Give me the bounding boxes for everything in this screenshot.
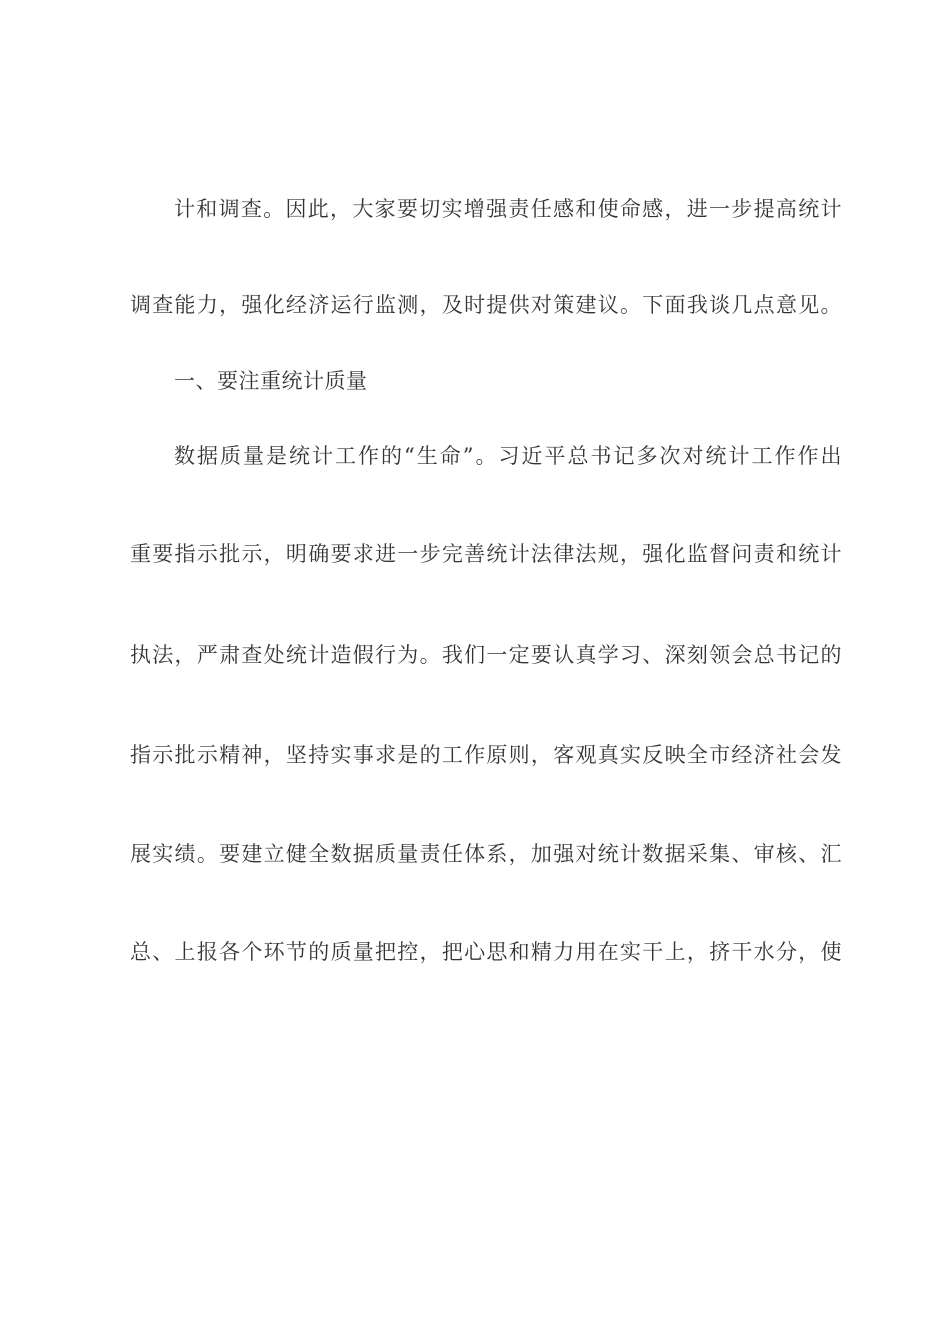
paragraph-line: 重要指示批示，明确要求进一步完善统计法律法规，强化监督问责和统计 [130, 542, 842, 566]
paragraph-line: 数据质量是统计工作的“生命”。习近平总书记多次对统计工作作出 [174, 444, 842, 468]
paragraph-line: 展实绩。要建立健全数据质量责任体系，加强对统计数据采集、审核、汇 [130, 842, 842, 866]
paragraph-line: 计和调查。因此，大家要切实增强责任感和使命感，进一步提高统计 [174, 197, 842, 221]
paragraph-line: 指示批示精神，坚持实事求是的工作原则，客观真实反映全市经济社会发 [130, 743, 842, 767]
paragraph-line: 执法，严肃查处统计造假行为。我们一定要认真学习、深刻领会总书记的 [130, 643, 842, 667]
paragraph-line: 调查能力，强化经济运行监测，及时提供对策建议。下面我谈几点意见。 [130, 293, 842, 317]
section-heading: 一、要注重统计质量 [174, 369, 368, 393]
paragraph-line: 总、上报各个环节的质量把控，把心思和精力用在实干上，挤干水分，使 [130, 940, 842, 964]
